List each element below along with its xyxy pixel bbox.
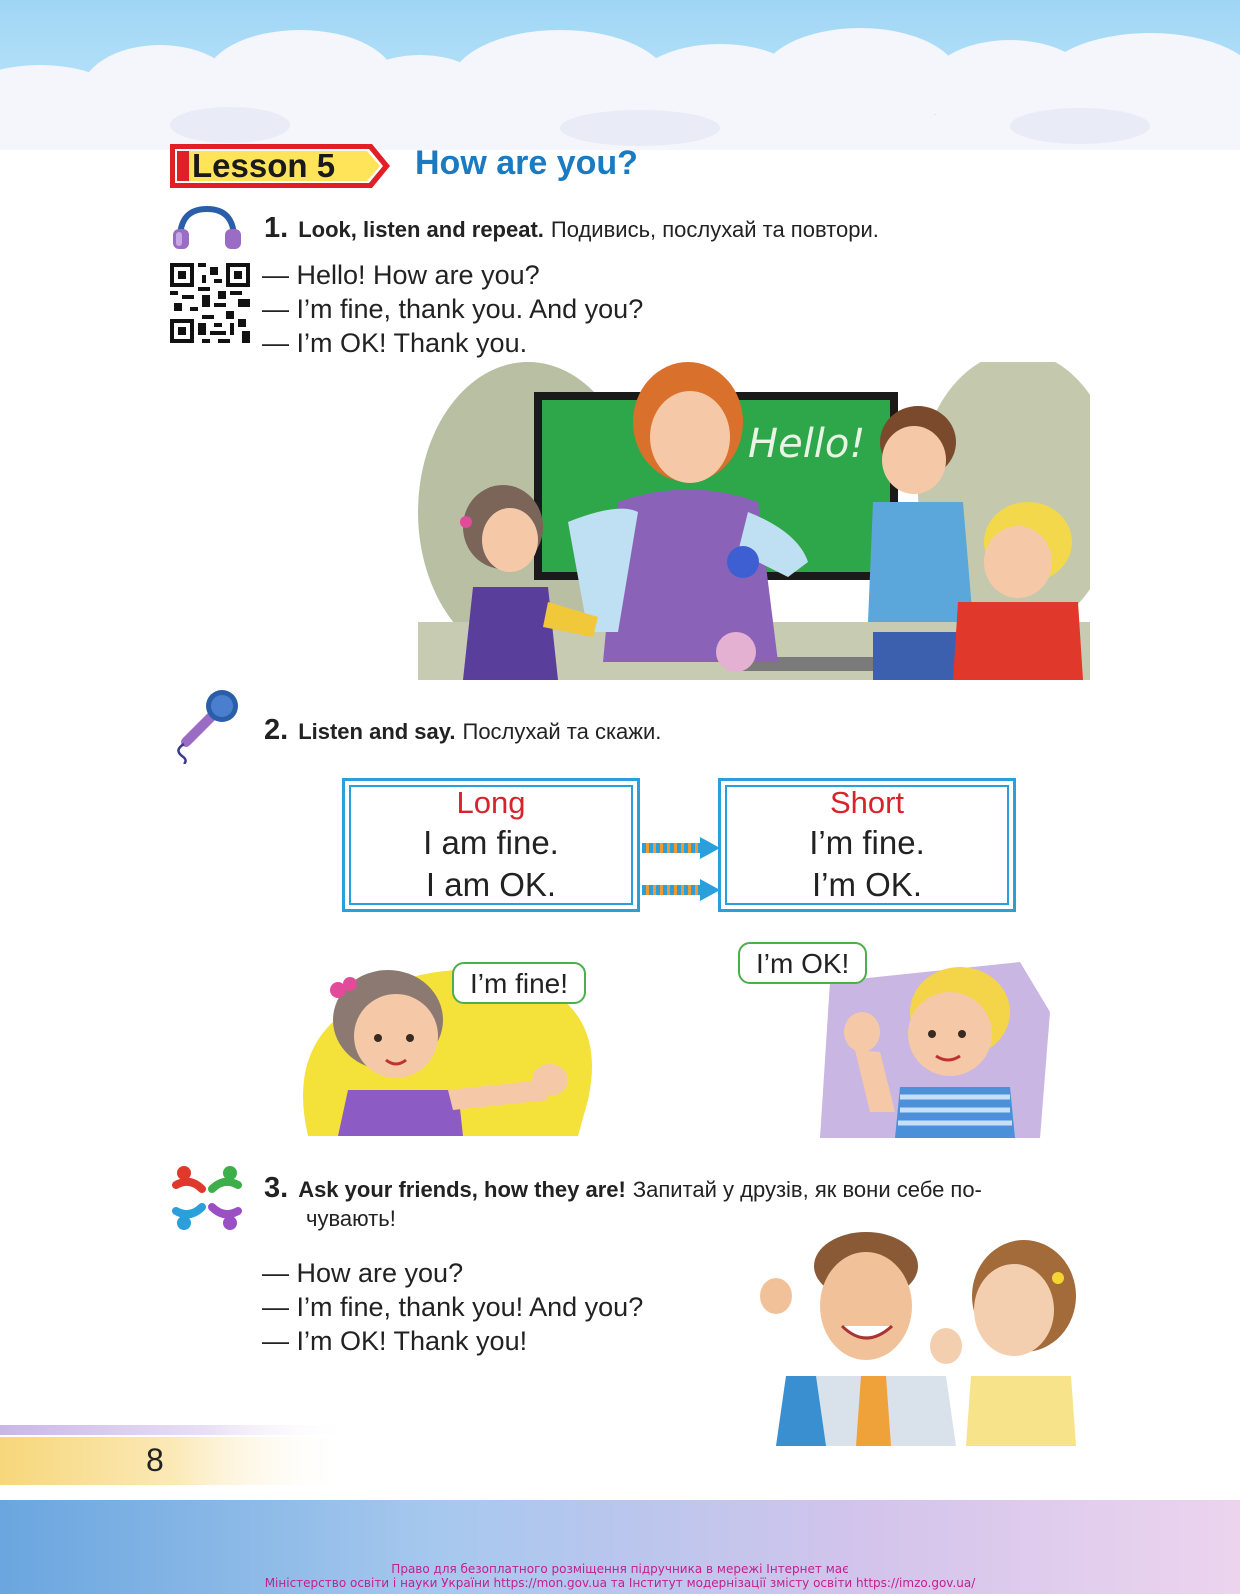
short-line: I’m fine. [809,824,925,861]
short-form-box [718,778,1016,912]
page-number: 8 [146,1442,164,1478]
instruction-ua-continued: чувають! [306,1206,396,1231]
task-number: 1. [264,212,289,244]
arrow-right-icon [642,835,722,866]
task-number: 2. [264,714,289,746]
long-heading: Long [456,785,526,820]
dialog-line: — I’m fine, thank you! And you? [262,1292,644,1322]
task-2-instruction [264,714,661,747]
task-1-dialog [262,258,643,360]
classroom-illustration [418,362,1090,680]
instruction-en: Look, listen and repeat. [298,217,544,242]
long-form-box [342,778,640,912]
qr-code-icon[interactable] [170,263,250,348]
dialog-line: — I’m OK! Thank you! [262,1326,528,1356]
instruction-ua: Запитай у друзів, як вони себе по- [632,1177,982,1202]
microphone-icon [172,684,244,769]
headphones-icon [170,205,244,254]
sky-banner [0,0,1240,150]
lesson-label: Lesson 5 [192,147,336,184]
long-line: I am fine. [423,824,559,861]
lesson-header [168,142,638,190]
task-1-instruction [264,212,879,245]
speech-bubble-boy: I’m OK! [738,942,867,984]
pairwork-icon [172,1163,242,1238]
footer-band [0,1500,1240,1594]
speech-bubble-girl: I’m fine! [452,962,586,1004]
instruction-ua: Послухай та скажи. [462,719,662,744]
instruction-en: Ask your friends, how they are! [298,1177,626,1202]
long-line: I am OK. [425,866,557,903]
dialog-line: — Hello! How are you? [262,260,540,290]
instruction-en: Listen and say. [298,719,456,744]
dialog-line: — I’m fine, thank you. And you? [262,294,644,324]
page-title: How are you? [415,144,638,182]
short-line: I’m OK. [811,866,922,903]
page-number-band [0,1425,1240,1485]
dialog-line: — I’m OK! Thank you. [262,328,528,358]
task-number: 3. [264,1172,289,1204]
board-text: Hello! [748,421,866,467]
dialog-line: — How are you? [262,1258,464,1288]
arrow-right-icon [642,877,722,908]
task-3-dialog [262,1256,643,1358]
short-heading: Short [829,785,905,820]
task-3-instruction [264,1172,982,1205]
footer-line-1: Право для безоплатного розміщення підручника в мережі Інтернет має [391,1562,849,1576]
kids-photo [746,1226,1106,1446]
footer-line-2: Міністерство освіти і науки України https://mon.gov.ua та Інститут модернізації змісту освіти https://imzo.gov.ua/ [264,1576,976,1590]
lesson-tag [168,142,394,190]
instruction-ua: Подивись, послухай та повтори. [550,217,879,242]
